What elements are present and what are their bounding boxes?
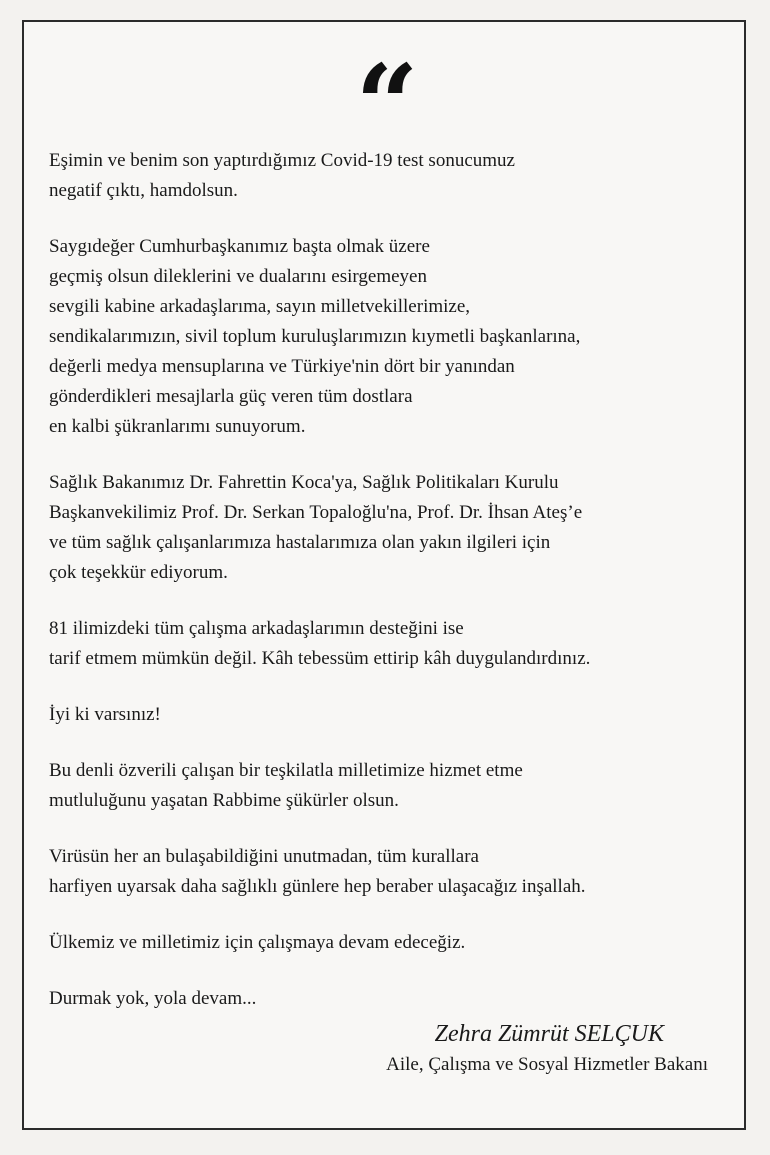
- paragraph-6: [49, 756, 739, 816]
- paragraph-3: [49, 468, 739, 588]
- text-line: harfiyen uyarsak daha sağlıklı günlere hep beraber ulaşacağız inşallah.: [49, 876, 586, 897]
- signature-title: Aile, Çalışma ve Sosyal Hizmetler Bakanı: [386, 1054, 708, 1075]
- text-line: gönderdikleri mesajlarla güç veren tüm dostlara: [49, 386, 413, 407]
- paragraph-8: [49, 928, 739, 958]
- text-line: sevgili kabine arkadaşlarıma, sayın milletvekillerimize,: [49, 296, 471, 317]
- text-line: sendikalarımızın, sivil toplum kuruluşlarımızın kıymetli başkanlarına,: [49, 326, 581, 347]
- text-line: Saygıdeğer Cumhurbaşkanımız başta olmak üzere: [49, 236, 430, 257]
- paragraph-5: [49, 700, 739, 730]
- text-line: tarif etmem mümkün değil. Kâh tebessüm ettirip kâh duygulandırdınız.: [49, 648, 591, 669]
- signature-name: Zehra Zümrüt SELÇUK: [434, 1021, 664, 1047]
- text-line: Sağlık Bakanımız Dr. Fahrettin Koca'ya, Sağlık Politikaları Kurulu: [49, 472, 559, 493]
- text-line: Bu denli özverili çalışan bir teşkilatla milletimize hizmet etme: [49, 760, 523, 781]
- signature-block: [386, 1018, 708, 1080]
- text-line: Ülkemiz ve milletimiz için çalışmaya devam edeceğiz.: [49, 932, 466, 953]
- text-line: geçmiş olsun dileklerini ve dualarını esirgemeyen: [49, 266, 427, 287]
- letter-body: [49, 146, 739, 1040]
- paragraph-2: [49, 232, 739, 442]
- text-line: çok teşekkür ediyorum.: [49, 562, 228, 583]
- text-line: değerli medya mensuplarına ve Türkiye'nin dört bir yanından: [49, 356, 515, 377]
- text-line: Başkanvekilimiz Prof. Dr. Serkan Topaloğlu'na, Prof. Dr. İhsan Ateş’e: [49, 502, 583, 523]
- text-line: Durmak yok, yola devam...: [49, 988, 257, 1009]
- paragraph-9: [49, 984, 739, 1014]
- paragraph-7: [49, 842, 739, 902]
- text-line: Virüsün her an bulaşabildiğini unutmadan, tüm kurallara: [49, 846, 479, 867]
- text-line: negatif çıktı, hamdolsun.: [49, 180, 238, 201]
- text-line: Eşimin ve benim son yaptırdığımız Covid-19 test sonucumuz: [49, 150, 515, 171]
- paragraph-1: [49, 146, 739, 206]
- text-line: 81 ilimizdeki tüm çalışma arkadaşlarımın desteğini ise: [49, 618, 464, 639]
- paragraph-4: [49, 614, 739, 674]
- text-line: en kalbi şükranlarımı sunuyorum.: [49, 416, 306, 437]
- text-line: İyi ki varsınız!: [49, 704, 161, 725]
- text-line: ve tüm sağlık çalışanlarımıza hastalarımıza olan yakın ilgileri için: [49, 532, 551, 553]
- quote-mark-icon: “: [355, 40, 413, 169]
- text-line: mutluluğunu yaşatan Rabbime şükürler olsun.: [49, 790, 399, 811]
- letter-frame: [22, 20, 746, 1130]
